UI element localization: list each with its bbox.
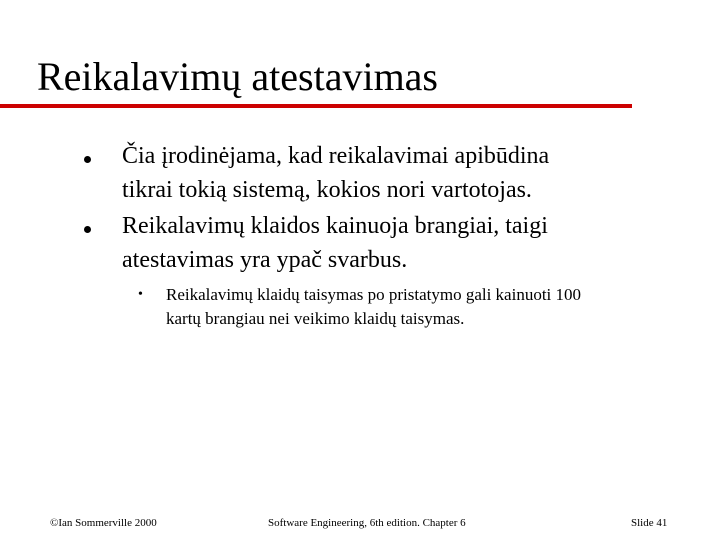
bullet-dot-2 — [84, 226, 91, 233]
footer-copyright: ©Ian Sommerville 2000 — [50, 517, 157, 529]
bullet-1-line-2: tikrai tokią sistemą, kokios nori vartotojas. — [122, 177, 532, 203]
bullet-text-2 — [122, 209, 548, 277]
sub-bullet-text — [166, 283, 581, 331]
footer-book-title: Software Engineering, 6th edition. Chapter 6 — [268, 517, 466, 529]
sub-bullet-line-1: Reikalavimų klaidų taisymas po pristatymo gali kainuoti 100 — [166, 285, 582, 304]
bullet-2-line-2: atestavimas yra ypač svarbus. — [122, 247, 408, 273]
title-underline — [0, 104, 632, 108]
bullet-dot-1 — [84, 156, 91, 163]
bullet-text-1 — [122, 139, 549, 207]
sub-bullet-marker: • — [138, 287, 143, 302]
footer-slide-number: Slide 41 — [631, 517, 668, 529]
sub-bullet-line-2: kartų brangiau nei veikimo klaidų taisymas. — [166, 309, 465, 328]
bullet-2-line-1: Reikalavimų klaidos kainuoja brangiai, taigi — [122, 213, 548, 239]
slide-title: Reikalavimų atestavimas — [37, 54, 438, 99]
bullet-1-line-1: Čia įrodinėjama, kad reikalavimai apibūdina — [122, 143, 550, 169]
